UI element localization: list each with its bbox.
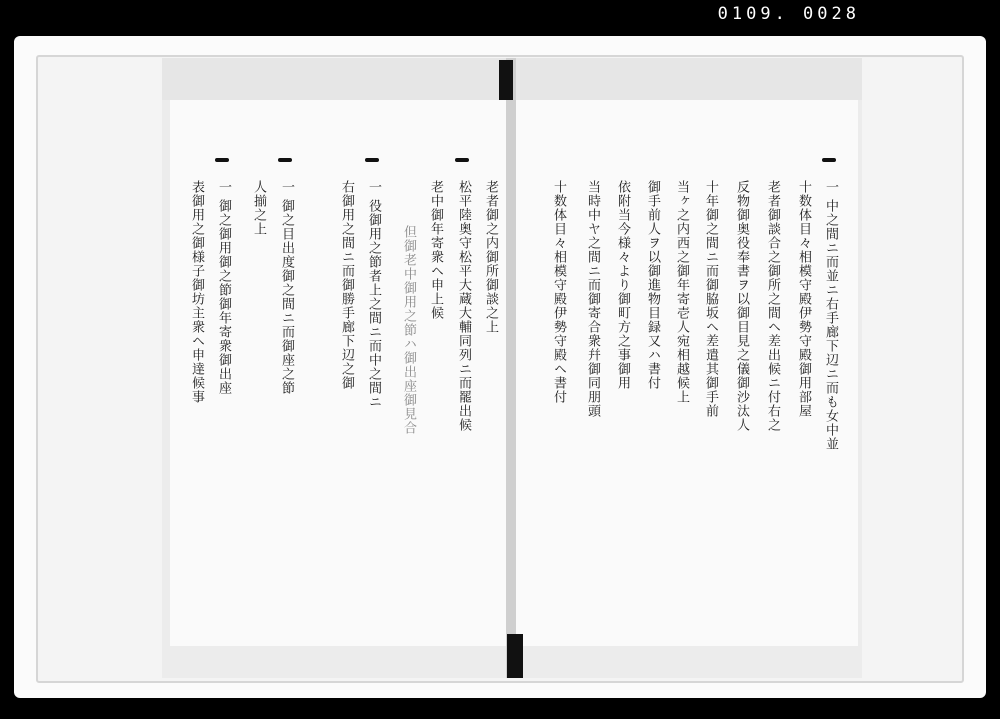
left-page-column-8: 人揃之上 [251, 180, 266, 236]
binding-clip-top [499, 60, 513, 100]
binding-clip-bottom [507, 634, 523, 678]
item-mark-left-2 [365, 158, 379, 162]
right-page-column-2: 十数体目々相模守殿伊勢守殿御用部屋 [796, 180, 811, 418]
right-page-top-band [516, 58, 862, 100]
left-page-column-2: 松平陸奥守松平大蔵大輔同列ニ而罷出候 [456, 180, 471, 432]
right-page-column-7: 御手前人ヲ以御進物目録又ハ書付 [645, 180, 660, 390]
item-mark-left-3 [278, 158, 292, 162]
left-page-column-1: 老者御之内御所御談之上 [483, 180, 498, 334]
right-page-column-1: 一 中之間ニ而並ニ右手廊下辺ニ而も女中並 [823, 180, 838, 452]
right-page-column-5: 十年御之間ニ而御脇坂ヘ差遣其御手前 [703, 180, 718, 418]
book-gutter [506, 58, 516, 678]
item-mark-right-1 [822, 158, 836, 162]
left-page-column-9: 一 御之御用御之節御年寄衆御出座 [216, 180, 231, 396]
right-page-column-8: 依附当今様々より御町方之事御用 [615, 180, 630, 390]
item-mark-left-4 [215, 158, 229, 162]
right-page-column-3: 老者御談合之御所之間ヘ差出候ニ付右之 [765, 180, 780, 432]
left-page-column-6: 右御用之間ニ而御勝手廊下辺之御 [339, 180, 354, 390]
left-page-column-5: 一 役御用之節者上之間ニ而中之間ニ [366, 180, 381, 410]
left-page-top-band [162, 58, 506, 100]
left-page-column-3: 老中御年寄衆ヘ申上候 [428, 180, 443, 320]
left-page-column-4-note: 但御老中御用之節ハ御出座御見合 [401, 225, 416, 435]
right-page-column-6: 当ヶ之内西之御年寄壱人宛相越候上 [674, 180, 689, 404]
right-page-column-4: 反物御奥役奉書ヲ以御目見之儀御沙汰人 [734, 180, 749, 432]
item-mark-left-1 [455, 158, 469, 162]
right-page-column-10: 十数体目々相模守殿伊勢守殿ヘ書付 [551, 180, 566, 404]
left-page-column-10: 表御用之御様子御坊主衆ヘ申達候事 [189, 180, 204, 404]
left-page-column-7: 一 御之目出度御之間ニ而御座之節 [279, 180, 294, 396]
frame-number: 0109. 0028 [717, 4, 860, 24]
right-page-column-9: 当時中ヤ之間ニ而御寄合衆幷御同朋頭 [585, 180, 600, 418]
